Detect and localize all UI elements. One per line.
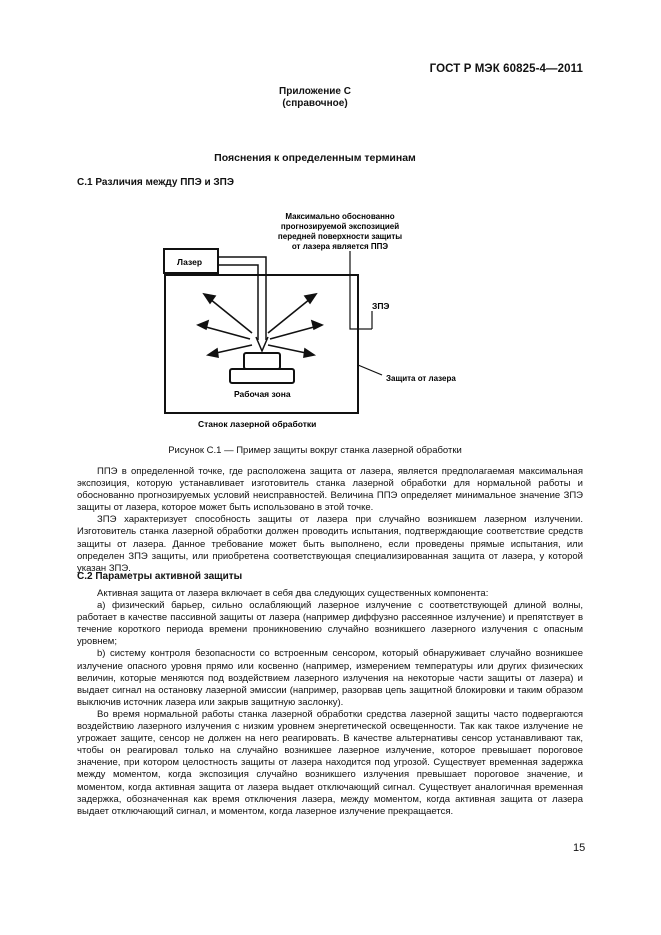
annex-note: (справочное) <box>282 98 348 109</box>
max-label-line-3: передней поверхности защиты <box>277 232 403 241</box>
c1-paragraph-1: ППЭ в определенной точке, где расположена защита от лазера, является предполагаемая максимальная экспозиция, которую устанавливает изготовитель станка лазерной обработки для нормальной работы и обоснованно прогнозируемых условий неисправностей. Величина ППЭ определяет минимальное значение ЗПЭ защиты от лазера, которое может быть использовано в этой точке. <box>77 466 583 514</box>
max-label-line-1: Максимально обоснованно <box>285 212 395 221</box>
max-label-line-4: от лазера является ППЭ <box>291 242 389 251</box>
workzone-label: Рабочая зона <box>234 389 291 399</box>
page-number: 15 <box>573 842 586 854</box>
c2-paragraph-4: Во время нормальной работы станка лазерной обработки средства лазерной защиты часто подвергаются воздействию лазерного излучения с низким уровнем энергетической освещенности. Так как такое излучение не угрожает защите, сенсор не должен на него реагировать. В качестве альтернативы сенсор устанавливают так, чтобы он реагировал только на случайно возникшее лазерное излучение, которое превышает пороговое значение, при котором целостность защиты от лазера находится под угрозой. Существует временная задержка между моментом, когда экспозиция случайно возникшего излучения превышает пороговое значение, и моментом, когда активная защита от лазера выдает отключающий сигнал. Существует аналогичная временная задержка, обозначенная как время отключения лазера, между моментом, когда активная защита от лазера выдает отключающий сигнал, и моментом, когда лазерное излучение прекращается. <box>77 708 583 817</box>
zpe-label: ЗПЭ <box>372 301 390 311</box>
c2-paragraph-1: Активная защита от лазера включает в себя два следующих существенных компонента: <box>97 588 489 599</box>
c1-text <box>77 466 583 575</box>
subsection-c2-title: С.2 Параметры активной защиты <box>77 571 243 582</box>
max-label-line-2: прогнозируемой экспозицией <box>280 222 400 231</box>
c1-paragraph-2: ЗПЭ характеризует способность защиты от лазера при случайно возникшем лазерном излучении. Изготовитель станка лазерной обработки должен проводить испытания, подтверждающие соответствие средств защиты от лазера. Данное требование может быть выполнено, если проведены прямые испытания, или определен ЗПЭ защиты, или приобретена соответствующая специализированная защита от лазера, у которой указан ЗПЭ. <box>77 514 583 574</box>
annex-title: Приложение С <box>279 86 351 97</box>
annex-heading <box>0 86 630 110</box>
c2-paragraph-3: b) систему контроля безопасности со встроенным сенсором, который обнаруживает случайно возникшее излучение опасного уровня прямо или косвенно (например, измерением температуры или других физических величин, которые меняются под воздействием лазерного излучения на некоторые части защиты от лазера) и выдает сигнал на остановку лазерной эмиссии (например, разорвав цепь защитной блокировки и таким образом выключив источник лазера или закрыв защитную заслонку). <box>77 648 583 708</box>
subsection-c1-title: С.1 Различия между ППЭ и ЗПЭ <box>77 177 234 188</box>
c2-paragraph-2: а) физический барьер, сильно ослабляющий лазерное излучение с соответствующей длиной волны, работает в качестве пассивной защиты от лазера (например диффузно рассеянное излучение) и препятствует в течение короткого периода времени проникновению случайно возникшего лазерного излучения с опасным уровнем; <box>77 600 583 648</box>
figure-laser-guard-diagram <box>140 205 500 435</box>
c2-text <box>77 588 583 818</box>
machine-label: Станок лазерной обработки <box>198 419 317 429</box>
figure-caption: Рисунок С.1 — Пример защиты вокруг станка лазерной обработки <box>168 445 462 456</box>
guard-label: Защита от лазера <box>386 374 456 383</box>
section-title: Пояснения к определенным терминам <box>214 152 416 164</box>
standard-number: ГОСТ Р МЭК 60825-4—2011 <box>429 63 583 75</box>
laser-label: Лазер <box>177 257 203 267</box>
